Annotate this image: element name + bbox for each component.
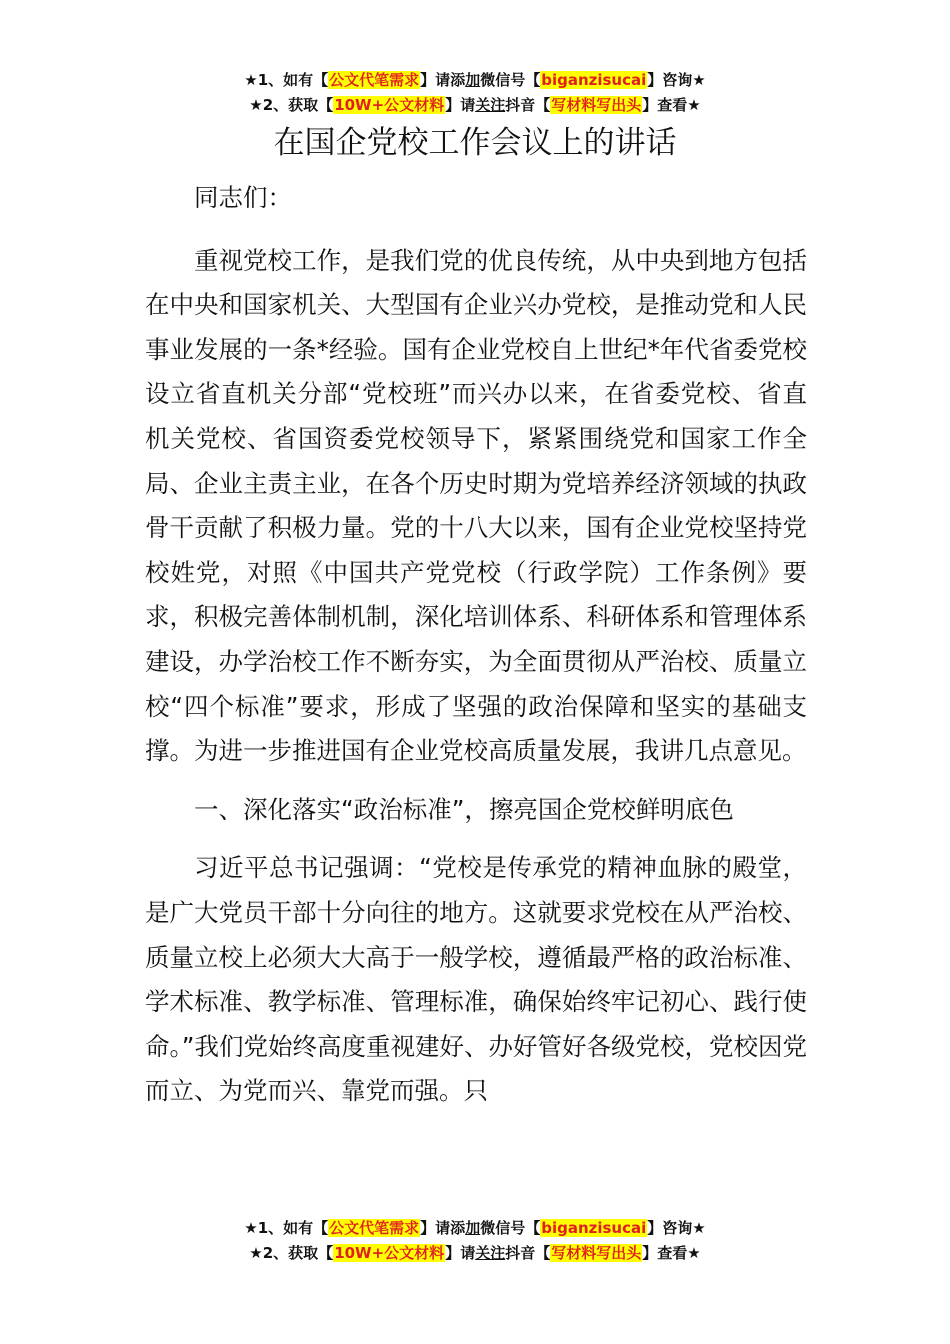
banner-line-1 [0,68,950,93]
banner-highlight: 公文代笔需求 [329,1219,420,1237]
banner-line-2 [0,1241,950,1266]
banner-underlined-text: 关注 [475,1244,506,1262]
banner-underlined-text: 加 [465,71,481,89]
banner-text: 】查看★ [642,96,701,114]
banner-text: 微信号【 [480,1219,541,1237]
document-body [145,176,807,1128]
banner-highlight: 写材料写出头 [551,96,642,114]
section-heading: 一、深化落实“政治标准”，擦亮国企党校鲜明底色 [194,794,734,824]
header-banner [0,68,950,118]
banner-text: 抖音【 [505,96,551,114]
banner-highlight: 10W+公文材料 [334,96,445,114]
banner-text: 】请 [445,1244,476,1262]
footer-banner [0,1216,950,1266]
banner-text: 】咨询★ [647,71,706,89]
paragraph-intro: 重视党校工作，是我们党的优良传统，从中央到地方包括在中央和国家机关、大型国有企业兴办党校，是推动党和人民事业发展的一条*经验。国有企业党校自上世纪*年代省委党校设立省直机关分部“党校班”而兴办以来，在省委党校、省直机关党校、省国资委党校领导下，紧紧围绕党和国家工作全局、企业主责主业，在各个历史时期为党培养经济领域的执政骨干贡献了积极力量。党的十八大以来，国有企业党校坚持党校姓党，对照《中国共产党党校（行政学院）工作条例》要求，积极完善体制机制，深化培训体系、科研体系和管理体系建设，办学治校工作不断夯实，为全面贯彻从严治校、质量立校“四个标准”要求，形成了坚强的政治保障和坚实的基础支撑。为进一步推进国有企业党校高质量发展，我讲几点意见。 [145,245,807,766]
banner-highlight: 公文代笔需求 [329,71,420,89]
banner-text: 】请 [445,96,476,114]
banner-text: 】查看★ [642,1244,701,1262]
greeting: 同志们： [194,183,292,212]
banner-highlight: biganzisucai [541,71,647,89]
banner-text: 微信号【 [480,71,541,89]
banner-text: ★2、获取【 [249,1244,334,1262]
banner-highlight: 10W+公文材料 [334,1244,445,1262]
document-title: 在国企党校工作会议上的讲话 [273,125,677,161]
banner-text: ★1、如有【 [244,71,329,89]
banner-line-1 [0,1216,950,1241]
banner-text: ★2、获取【 [249,96,334,114]
banner-highlight: 写材料写出头 [551,1244,642,1262]
banner-text: 】咨询★ [647,1219,706,1237]
banner-text: ★1、如有【 [244,1219,329,1237]
paragraph-section-1: 习近平总书记强调：“党校是传承党的精神血脉的殿堂，是广大党员干部十分向往的地方。这就要求党校在从严治校、质量立校上必须大大高于一般学校，遵循最严格的政治标准、学术标准、教学标准、管理标准，确保始终牢记初心、践行使命。”我们党始终高度重视建好、办好管好各级党校，党校因党而立、为党而兴、靠党而强。只 [145,853,807,1106]
banner-line-2 [0,93,950,118]
banner-text: 】请添 [420,1219,466,1237]
banner-underlined-text: 关注 [475,96,506,114]
banner-text: 】请添 [420,71,466,89]
banner-highlight: biganzisucai [541,1219,647,1237]
banner-text: 抖音【 [505,1244,551,1262]
banner-underlined-text: 加 [465,1219,481,1237]
